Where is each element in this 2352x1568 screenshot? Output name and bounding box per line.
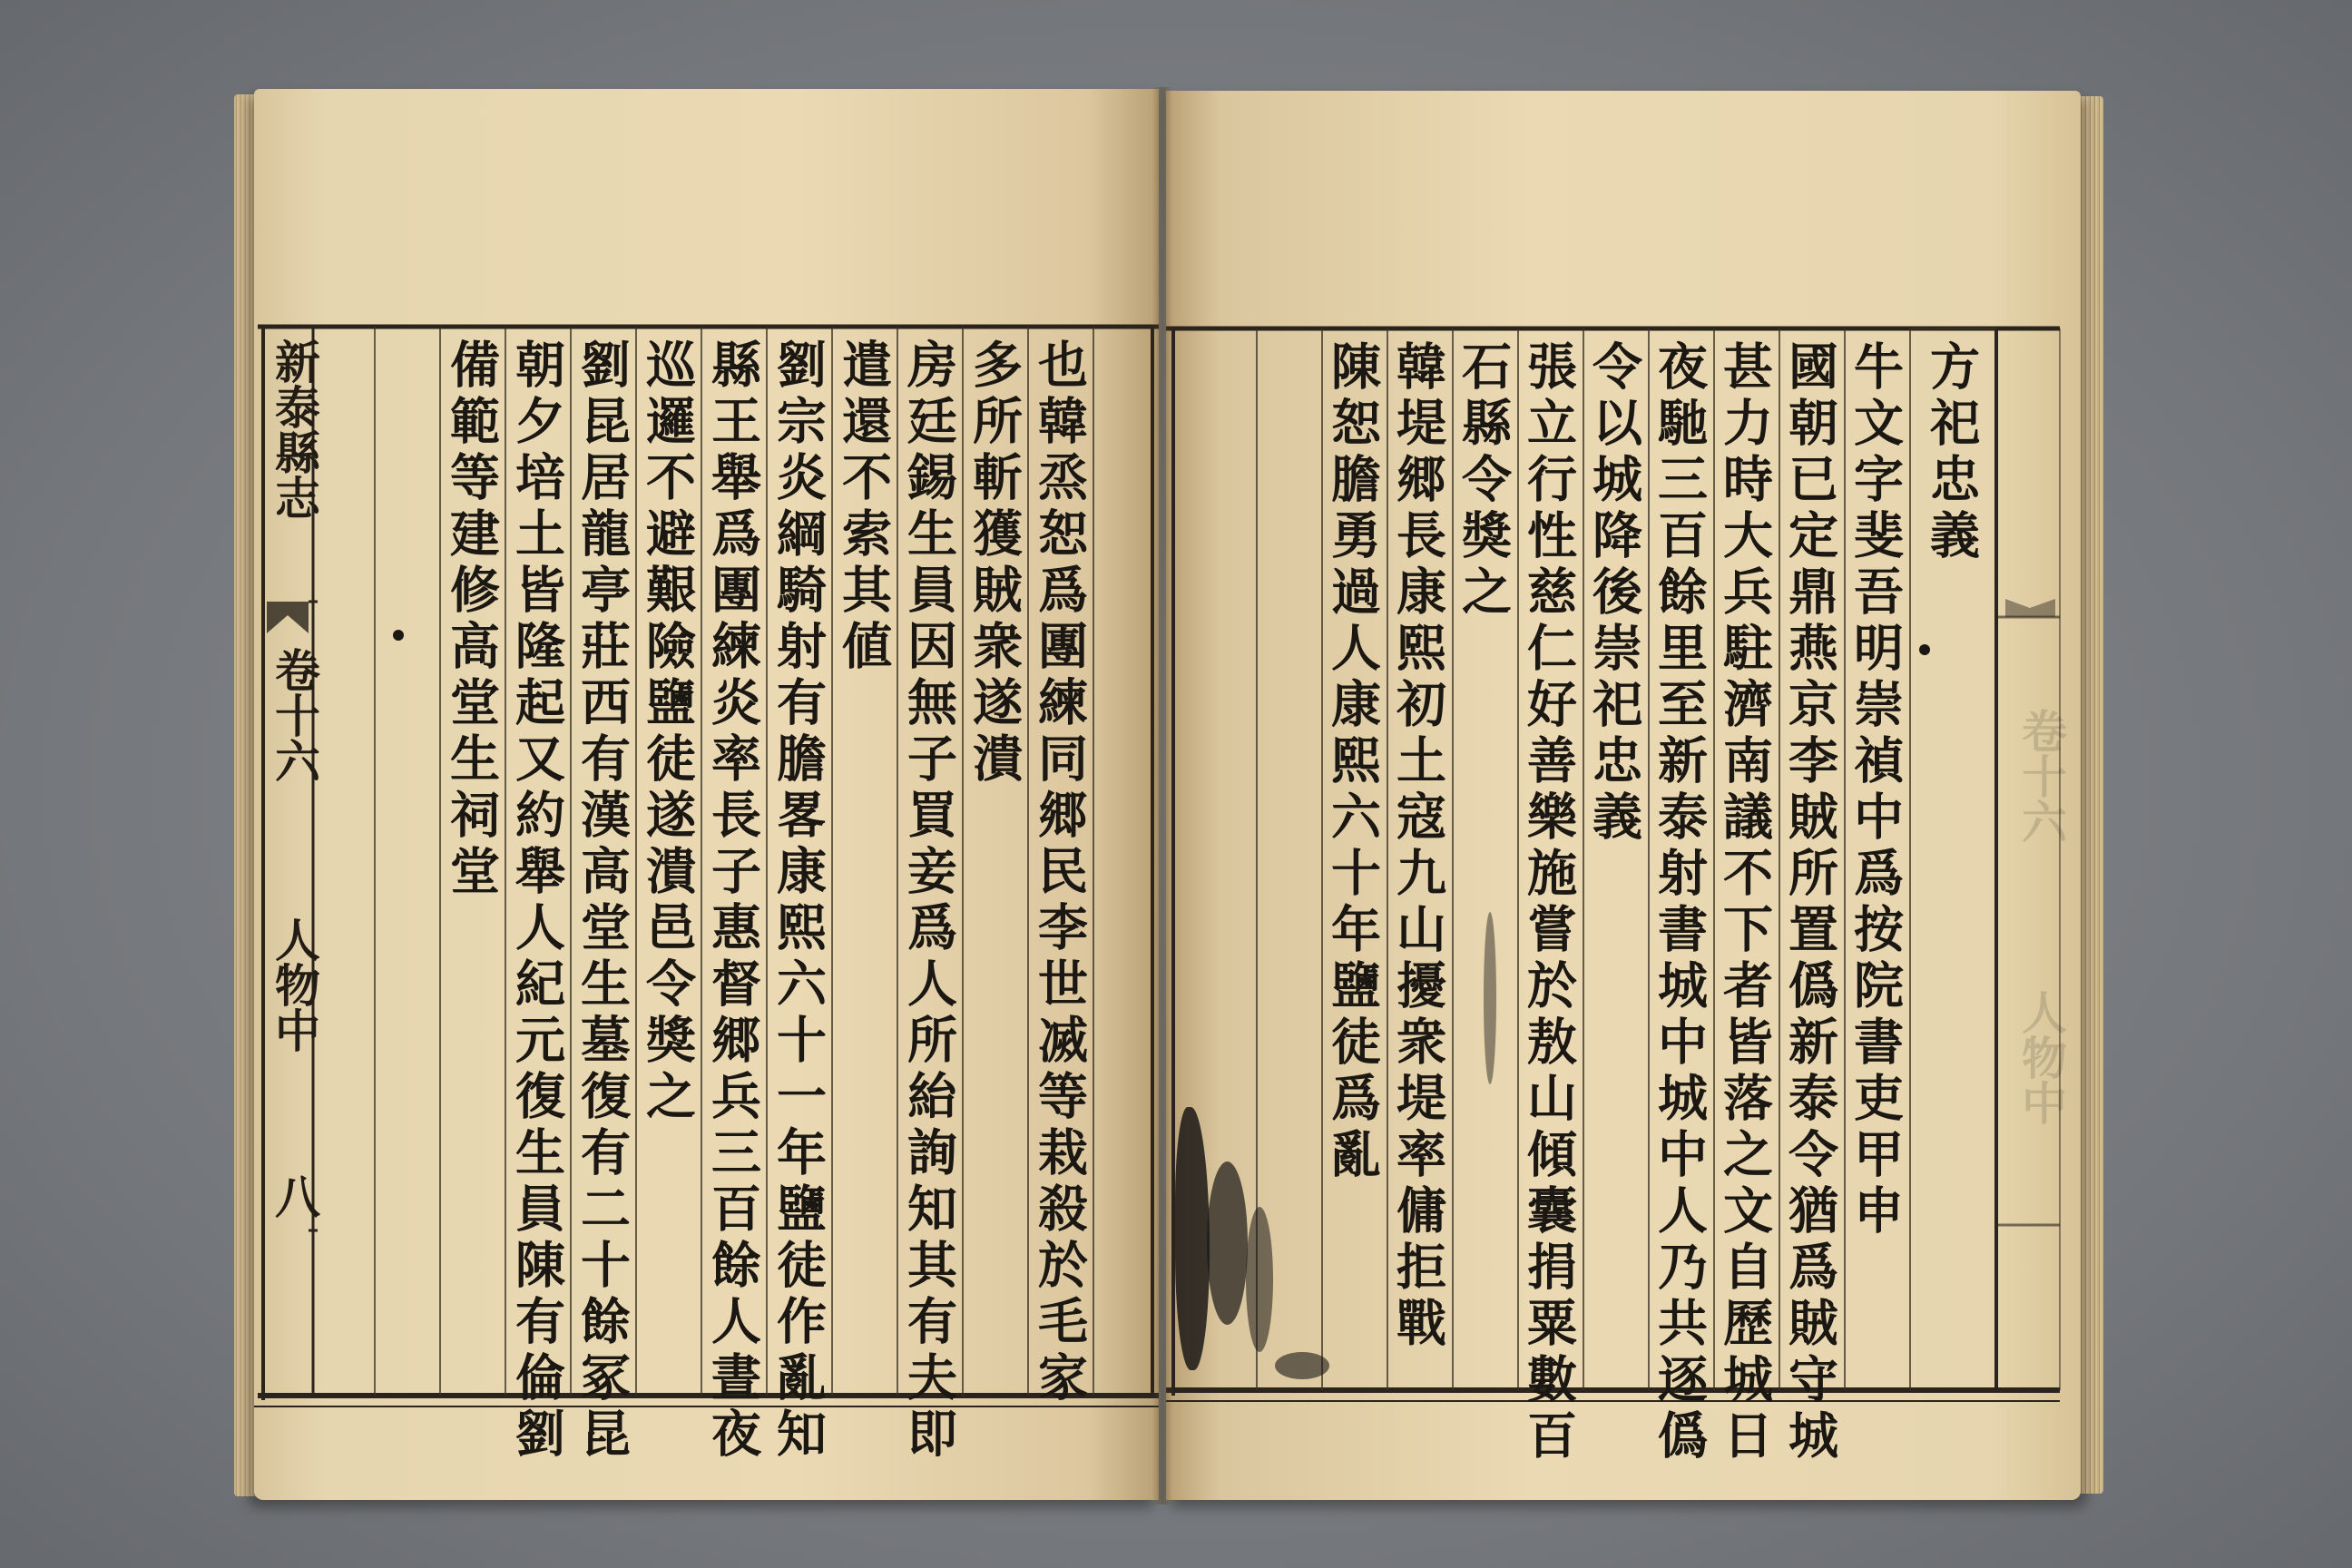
book-title: 新泰縣志 <box>268 338 321 520</box>
show-through-volume: 卷十六 <box>2014 708 2068 844</box>
right-page <box>1166 91 2081 1500</box>
ink-stain <box>1246 1207 1273 1352</box>
left-page <box>254 89 1159 1500</box>
ink-dot <box>393 630 404 641</box>
text-column-3: 房廷錫生員因無子買妾爲人所紿詢知其有夫即 <box>899 338 958 1464</box>
text-column-1: 牛文字斐吾明崇禎中爲按院書吏甲申 <box>1846 340 1905 1240</box>
section-heading: 方祀忠義 <box>1922 340 1981 565</box>
ink-stain <box>1207 1161 1248 1325</box>
text-column-4: 夜馳三百餘里至新泰射書城中城中人乃共逐僞 <box>1650 340 1709 1465</box>
text-column-10: 備範等建修高堂生祠堂 <box>442 338 501 901</box>
text-column-4: 遣還不索其値 <box>834 338 893 676</box>
text-column-9: 朝夕培土皆隆起又約舉人紀元復生員陳有倫劉 <box>507 338 566 1464</box>
text-column-8: 韓堤郷長康熙初土寇九山擾衆堤率傭拒戰 <box>1388 340 1447 1353</box>
text-column-7: 巡邏不避艱險鹽徒遂潰邑令獎之 <box>638 338 697 1126</box>
text-column-9: 陳恕膽勇過人康熙六十年鹽徒爲亂 <box>1323 340 1382 1184</box>
book-gutter <box>1152 87 1172 1504</box>
text-column-8: 劉昆居龍亭莊西有漢高堂生墓復有二十餘冢昆 <box>573 338 632 1464</box>
text-column-2: 國朝已定鼎燕京李賊所置僞新泰令猶爲賊守城 <box>1780 340 1839 1465</box>
page-number: 八 <box>268 1173 321 1219</box>
section-label: 人物中 <box>268 916 321 1053</box>
text-column-6: 張立行性慈仁好善樂施嘗於敖山傾囊捐粟數百 <box>1519 340 1578 1465</box>
show-through-section: 人物中 <box>2014 989 2068 1125</box>
ink-stain <box>1484 912 1496 1084</box>
text-column-3: 甚力時大兵駐濟南議不下者皆落之文自歷城日 <box>1715 340 1774 1465</box>
text-column-5: 劉宗炎綱騎射有膽畧康熙六十一年鹽徒作亂知 <box>769 338 828 1464</box>
text-column-2: 多所斬獲賊衆遂潰 <box>965 338 1024 789</box>
volume-label: 卷十六 <box>268 647 321 783</box>
text-column-6: 縣王舉爲團練炎率長子惠督郷兵三百餘人晝夜 <box>703 338 762 1464</box>
text-column-5: 令以城降後崇祀忠義 <box>1584 340 1643 847</box>
ink-dot <box>1919 644 1930 655</box>
text-column-1: 也韓烝恕爲團練同郷民李世㓕等栽殺於毛家 <box>1030 338 1089 1407</box>
ink-stain <box>1275 1352 1329 1379</box>
text-column-7: 石縣令獎之 <box>1454 340 1513 622</box>
